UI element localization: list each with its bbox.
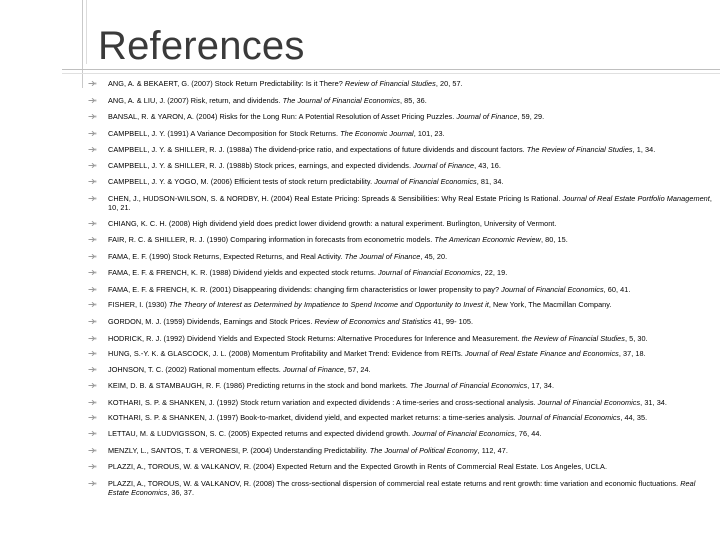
reference-volume: , 36, 37. <box>167 487 195 497</box>
reference-source: Journal of Real Estate Finance and Economics <box>464 349 619 359</box>
reference-volume: , 101, 23. <box>413 128 445 138</box>
reference-item <box>88 413 716 422</box>
reference-item <box>88 300 716 309</box>
reference-text: CAMPBELL, J. Y. (1991) A Variance Decomposition for Stock Returns. <box>108 128 341 138</box>
reference-text: CAMPBELL, J. Y. & SHILLER, R. J. (1988b) Stock prices, earnings, and expected dividends. <box>108 160 414 170</box>
reference-volume: , 59, 29. <box>517 112 545 122</box>
reference-volume: , 43, 16. <box>474 160 501 170</box>
bullet-icon <box>88 366 97 373</box>
page-title: References <box>98 24 305 68</box>
reference-item <box>88 252 716 261</box>
bullet-icon <box>88 178 97 185</box>
reference-source: Real Estate Economics <box>108 478 696 497</box>
reference-text: CHIANG, K. C. H. (2008) High dividend yield does predict lower dividend growth: a natural experiment. Burlington, University of Vermont. <box>108 218 557 228</box>
reference-source: Journal of Finance <box>456 112 518 122</box>
reference-source: Journal of Finance <box>282 364 344 374</box>
reference-item <box>88 365 716 374</box>
reference-item <box>88 349 716 358</box>
bullet-icon <box>88 318 97 325</box>
reference-text: MENZLY, L., SANTOS, T. & VERONESI, P. (2004) Understanding Predictability. <box>108 445 370 455</box>
reference-item <box>88 429 716 438</box>
reference-source: Journal of Finance <box>413 160 475 170</box>
bullet-icon <box>88 463 97 470</box>
reference-volume: , 1, 34. <box>632 145 656 155</box>
reference-source: Journal of Financial Economics <box>412 429 515 439</box>
reference-source: Review of Economics and Statistics <box>314 317 432 326</box>
reference-source: Journal of Financial Economics <box>374 177 477 187</box>
reference-text: JOHNSON, T. C. (2002) Rational momentum effects. <box>108 364 283 374</box>
decorative-line-vertical-inner <box>86 0 87 64</box>
reference-text: GORDON, M. J. (1959) Dividends, Earnings and Stock Prices. <box>108 317 315 326</box>
bullet-icon <box>88 253 97 260</box>
reference-text: FISHER, I. (1930) <box>108 300 169 310</box>
reference-text: KOTHARI, S. P. & SHANKEN, J. (1997) Book-to-market, dividend yield, and expected market returns: a time-series analysis. <box>108 413 518 423</box>
reference-source: The Journal of Financial Economics <box>409 381 528 391</box>
decorative-line-horizontal-inner <box>62 73 720 74</box>
bullet-icon <box>88 430 97 437</box>
reference-volume: , 76, 44. <box>514 429 542 439</box>
reference-item <box>88 96 716 105</box>
reference-text: FAMA, E. F. & FRENCH, K. R. (2001) Disappearing dividends: changing firm characteristics or lower propensity to pay? <box>108 284 502 294</box>
reference-volume: , 45, 20. <box>420 251 448 261</box>
bullet-icon <box>88 130 97 137</box>
reference-source: Journal of Financial Economics <box>377 268 481 278</box>
reference-volume: , 44, 35. <box>620 413 648 423</box>
reference-volume: , 60, 41. <box>603 284 631 294</box>
bullet-icon <box>88 480 97 487</box>
reference-text: ANG, A. & LIU, J. (2007) Risk, return, and dividends. <box>108 95 283 105</box>
bullet-icon <box>88 269 97 276</box>
bullet-icon <box>88 447 97 454</box>
bullet-icon <box>88 113 97 120</box>
reference-text: HODRICK, R. J. (1992) Dividend Yields and Expected Stock Returns: Alternative Procedures for Inference and Measurement. <box>108 333 522 343</box>
bullet-icon <box>88 236 97 243</box>
bullet-icon <box>88 301 97 308</box>
reference-text: HUNG, S.-Y. K. & GLASCOCK, J. L. (2008) Momentum Profitability and Market Trend: Evidence from REITs. <box>108 349 465 359</box>
bullet-icon <box>88 97 97 104</box>
reference-text: PLAZZI, A., TOROUS, W. & VALKANOV, R. (2004) Expected Return and the Expected Growth in Rents of Commercial Real Estate. Los Angeles, UCLA. <box>108 462 608 472</box>
bullet-icon <box>88 195 97 202</box>
reference-item <box>88 194 716 212</box>
decorative-line-vertical <box>82 0 83 88</box>
reference-item <box>88 145 716 154</box>
bullet-icon <box>88 382 97 389</box>
bullet-icon <box>88 335 97 342</box>
reference-volume: , 85, 36. <box>399 95 427 105</box>
reference-volume: 41, 99- 105. <box>431 317 474 326</box>
reference-volume: , 57, 24. <box>343 364 371 374</box>
reference-item <box>88 161 716 170</box>
reference-source: The Journal of Financial Economics <box>282 95 400 105</box>
reference-text: PLAZZI, A., TOROUS, W. & VALKANOV, R. (2008) The cross-sectional dispersion of commercial real estate returns and rent growth: time variation and economic fluctuations. <box>108 478 681 488</box>
reference-source: The American Economic Review <box>434 235 541 245</box>
reference-text: FAMA, E. F. (1990) Stock Returns, Expected Returns, and Real Activity. <box>108 251 345 261</box>
reference-volume: , New York, The Macmillan Company. <box>488 300 612 310</box>
reference-volume: , 37, 18. <box>618 349 646 359</box>
reference-item <box>88 381 716 390</box>
bullet-icon <box>88 414 97 421</box>
reference-item <box>88 219 716 228</box>
reference-source: The Theory of Interest as Determined by Impatience to Spend Income and Opportunity to Invest it <box>168 300 489 310</box>
bullet-icon <box>88 146 97 153</box>
reference-source: Review of Financial Studies <box>344 79 436 88</box>
reference-item <box>88 235 716 244</box>
bullet-icon <box>88 162 97 169</box>
reference-text: FAIR, R. C. & SHILLER, R. J. (1990) Comparing information in forecasts from econometric models. <box>108 235 435 245</box>
reference-item <box>88 462 716 471</box>
bullet-icon <box>88 399 97 406</box>
reference-volume: , 80, 15. <box>540 235 568 245</box>
reference-volume: , 20, 57. <box>435 79 463 88</box>
reference-volume: , 112, 47. <box>477 445 508 455</box>
reference-source: Journal of Financial Economics <box>537 397 641 407</box>
reference-item <box>88 285 716 294</box>
reference-list <box>88 79 716 503</box>
reference-source: Journal of Financial Economics <box>517 413 621 423</box>
reference-volume: , 22, 19. <box>480 268 508 278</box>
reference-item <box>88 479 716 497</box>
reference-text: ANG, A. & BEKAERT, G. (2007) Stock Return Predictability: Is it There? <box>108 79 345 88</box>
reference-item <box>88 79 716 88</box>
reference-text: FAMA, E. F. & FRENCH, K. R. (1988) Dividend yields and expected stock returns. <box>108 268 378 278</box>
reference-source: The Journal of Finance <box>344 251 421 261</box>
reference-source: Journal of Financial Economics <box>501 284 604 294</box>
reference-text: LETTAU, M. & LUDVIGSSON, S. C. (2005) Expected returns and expected dividend growth. <box>108 429 413 439</box>
bullet-icon <box>88 350 97 357</box>
reference-volume: , 5, 30. <box>624 333 648 343</box>
reference-source: The Journal of Political Economy <box>369 445 478 455</box>
bullet-icon <box>88 220 97 227</box>
reference-volume: , 17, 34. <box>527 381 555 391</box>
reference-source: The Economic Journal <box>340 128 414 138</box>
reference-volume: , 81, 34. <box>476 177 504 187</box>
reference-item <box>88 334 716 343</box>
reference-item <box>88 177 716 186</box>
reference-text: KOTHARI, S. P. & SHANKEN, J. (1992) Stock return variation and expected dividends : A time-series and cross-sectional analysis. <box>108 397 538 407</box>
reference-source: the Review of Financial Studies <box>521 333 625 343</box>
reference-text: KEIM, D. B. & STAMBAUGH, R. F. (1986) Predicting returns in the stock and bond markets. <box>108 381 410 391</box>
reference-text: BANSAL, R. & YARON, A. (2004) Risks for the Long Run: A Potential Resolution of Asset Pricing Puzzles. <box>108 112 457 122</box>
reference-item <box>88 446 716 455</box>
reference-text: CHEN, J., HUDSON-WILSON, S. & NORDBY, H. (2004) Real Estate Pricing: Spreads & Sensibilities: Why Real Estate Pricing Is Rational. <box>108 193 563 203</box>
reference-source: Journal of Real Estate Portfolio Management <box>562 193 710 203</box>
reference-item <box>88 398 716 407</box>
reference-text: CAMPBELL, J. Y. & SHILLER, R. J. (1988a) The dividend-price ratio, and expectations of future dividends and discount factors. <box>108 145 527 155</box>
reference-volume: , 31, 34. <box>640 397 667 407</box>
reference-volume: , 10, 21. <box>108 193 712 213</box>
reference-item <box>88 268 716 277</box>
reference-item <box>88 112 716 121</box>
reference-item <box>88 129 716 138</box>
bullet-icon <box>88 286 97 293</box>
reference-source: The Review of Financial Studies <box>526 145 633 155</box>
bullet-icon <box>88 80 97 87</box>
reference-item <box>88 317 716 326</box>
reference-text: CAMPBELL, J. Y. & YOGO, M. (2006) Efficient tests of stock return predictability. <box>108 177 375 187</box>
